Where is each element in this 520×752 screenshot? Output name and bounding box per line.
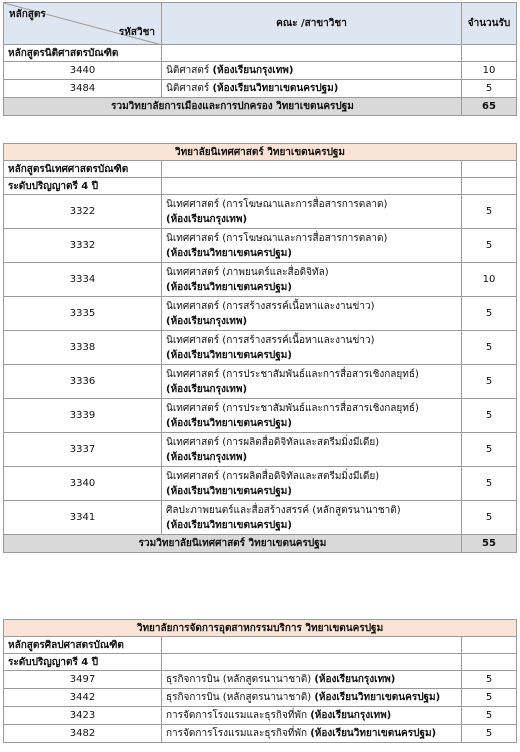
seat-count: 5: [462, 501, 517, 535]
table-row: [4, 331, 517, 365]
seat-count: 10: [462, 263, 517, 297]
total-count: 55: [462, 535, 517, 553]
major-cell: [162, 62, 462, 80]
table-row: [4, 689, 517, 707]
major-name: การจัดการโรงแรมและธุรกิจที่พัก: [166, 710, 308, 721]
course-code: 3334: [4, 263, 162, 297]
course-code: 3440: [4, 62, 162, 80]
header-course-label: หลักสูตร: [9, 9, 46, 20]
seat-count: 10: [462, 62, 517, 80]
major-name: นิติศาสตร์: [166, 83, 210, 94]
major-name: นิเทศศาสตร์ (การโฆษณาและการสื่อสารการตลาด): [166, 198, 388, 210]
seat-count: 5: [462, 725, 517, 743]
course-code: 3423: [4, 707, 162, 725]
course-code: 3339: [4, 399, 162, 433]
table-row: [4, 263, 517, 297]
campus-name: (ห้องเรียนกรุงเทพ): [212, 65, 294, 76]
program-row: [4, 637, 517, 654]
total-row: [4, 535, 517, 553]
header-row: [4, 3, 517, 45]
major-cell: [162, 195, 462, 229]
level-row: [4, 654, 517, 671]
program-name: หลักสูตรศิลปศาสตรบัณฑิต: [4, 637, 162, 654]
total-label: รวมวิทยาลัยการเมืองและการปกครอง วิทยาเขตนครปฐม: [4, 98, 462, 116]
campus-name: (ห้องเรียนวิทยาเขตนครปฐม): [166, 281, 292, 293]
faculty-title-row: [4, 620, 517, 637]
major-cell: [162, 433, 462, 467]
campus-name: (ห้องเรียนกรุงเทพ): [166, 451, 248, 463]
program-name: หลักสูตรนิติศาสตรบัณฑิต: [4, 45, 162, 62]
table-row: [4, 229, 517, 263]
admission-table-politics: [3, 2, 517, 116]
major-name: นิเทศศาสตร์ (ภาพยนตร์และสื่อดิจิทัล): [166, 266, 329, 278]
major-cell: [162, 399, 462, 433]
table-row: [4, 399, 517, 433]
major-cell: [162, 725, 462, 743]
major-name: ศิลปะภาพยนตร์และสื่อสร้างสรรค์ (หลักสูตรนานาชาติ): [166, 504, 401, 516]
course-code: 3338: [4, 331, 162, 365]
header-course-code-cell: [4, 3, 162, 45]
seat-count: 5: [462, 195, 517, 229]
major-name: ธุรกิจการบิน (หลักสูตรนานาชาติ): [166, 692, 312, 703]
major-cell: [162, 331, 462, 365]
table-row: [4, 297, 517, 331]
program-name: หลักสูตรนิเทศศาสตรบัณฑิต: [4, 161, 162, 178]
major-name: นิเทศศาสตร์ (การโฆษณาและการสื่อสารการตลาด): [166, 232, 388, 244]
total-count: 65: [462, 98, 517, 116]
table-row: [4, 501, 517, 535]
campus-name: (ห้องเรียนวิทยาเขตนครปฐม): [166, 519, 292, 531]
program-level: ระดับปริญญาตรี 4 ปี: [4, 178, 162, 195]
level-row: [4, 178, 517, 195]
seat-count: 5: [462, 433, 517, 467]
faculty-title: วิทยาลัยนิเทศศาสตร์ วิทยาเขตนครปฐม: [4, 144, 517, 161]
major-cell: [162, 263, 462, 297]
major-name: นิเทศศาสตร์ (การประชาสัมพันธ์และการสื่อสารเชิงกลยุทธ์): [166, 402, 419, 414]
admission-table-hospitality: [3, 619, 517, 743]
program-row: [4, 45, 517, 62]
table-row: [4, 671, 517, 689]
major-name: การจัดการโรงแรมและธุรกิจที่พัก: [166, 728, 308, 739]
course-code: 3322: [4, 195, 162, 229]
major-cell: [162, 365, 462, 399]
admission-table-communication-arts: [3, 143, 517, 553]
major-cell: [162, 467, 462, 501]
course-code: 3335: [4, 297, 162, 331]
header-count-label: จำนวนรับ: [462, 3, 517, 45]
table-row: [4, 80, 517, 98]
table-row: [4, 62, 517, 80]
campus-name: (ห้องเรียนวิทยาเขตนครปฐม): [166, 485, 292, 497]
course-code: 3332: [4, 229, 162, 263]
campus-name: (ห้องเรียนกรุงเทพ): [310, 710, 392, 721]
seat-count: 5: [462, 365, 517, 399]
campus-name: (ห้องเรียนกรุงเทพ): [166, 213, 248, 225]
seat-count: 5: [462, 229, 517, 263]
course-code: 3497: [4, 671, 162, 689]
course-code: 3442: [4, 689, 162, 707]
campus-name: (ห้องเรียนกรุงเทพ): [166, 315, 248, 327]
major-cell: [162, 707, 462, 725]
campus-name: (ห้องเรียนกรุงเทพ): [314, 674, 396, 685]
header-faculty-label: คณะ /สาขาวิชา: [162, 3, 462, 45]
seat-count: 5: [462, 707, 517, 725]
major-name: นิเทศศาสตร์ (การประชาสัมพันธ์และการสื่อสารเชิงกลยุทธ์): [166, 368, 419, 380]
major-cell: [162, 80, 462, 98]
campus-name: (ห้องเรียนกรุงเทพ): [166, 383, 248, 395]
seat-count: 5: [462, 331, 517, 365]
total-label: รวมวิทยาลัยนิเทศศาสตร์ วิทยาเขตนครปฐม: [4, 535, 462, 553]
course-code: 3484: [4, 80, 162, 98]
major-cell: [162, 229, 462, 263]
course-code: 3482: [4, 725, 162, 743]
major-name: นิเทศศาสตร์ (การผลิตสื่อดิจิทัลและสตรีมมิ่งมีเดีย): [166, 436, 380, 448]
seat-count: 5: [462, 689, 517, 707]
major-name: นิเทศศาสตร์ (การสร้างสรรค์เนื้อหาและงานข่าว): [166, 300, 375, 312]
campus-name: (ห้องเรียนวิทยาเขตนครปฐม): [314, 692, 441, 703]
course-code: 3336: [4, 365, 162, 399]
major-name: นิเทศศาสตร์ (การผลิตสื่อดิจิทัลและสตรีมมิ่งมีเดีย): [166, 470, 380, 482]
campus-name: (ห้องเรียนวิทยาเขตนครปฐม): [166, 247, 292, 259]
seat-count: 5: [462, 467, 517, 501]
total-row: [4, 98, 517, 116]
seat-count: 5: [462, 297, 517, 331]
seat-count: 5: [462, 80, 517, 98]
major-cell: [162, 689, 462, 707]
major-cell: [162, 671, 462, 689]
table-row: [4, 707, 517, 725]
campus-name: (ห้องเรียนวิทยาเขตนครปฐม): [310, 728, 437, 739]
course-code: 3340: [4, 467, 162, 501]
faculty-title-row: [4, 144, 517, 161]
table-row: [4, 365, 517, 399]
table-row: [4, 467, 517, 501]
major-cell: [162, 297, 462, 331]
campus-name: (ห้องเรียนวิทยาเขตนครปฐม): [212, 83, 339, 94]
course-code: 3337: [4, 433, 162, 467]
campus-name: (ห้องเรียนวิทยาเขตนครปฐม): [166, 417, 292, 429]
seat-count: 5: [462, 399, 517, 433]
course-code: 3341: [4, 501, 162, 535]
seat-count: 5: [462, 671, 517, 689]
major-name: นิเทศศาสตร์ (การสร้างสรรค์เนื้อหาและงานข่าว): [166, 334, 375, 346]
major-name: ธุรกิจการบิน (หลักสูตรนานาชาติ): [166, 674, 312, 685]
program-row: [4, 161, 517, 178]
campus-name: (ห้องเรียนวิทยาเขตนครปฐม): [166, 349, 292, 361]
program-level: ระดับปริญญาตรี 4 ปี: [4, 654, 162, 671]
table-row: [4, 433, 517, 467]
major-cell: [162, 501, 462, 535]
table-row: [4, 195, 517, 229]
faculty-title: วิทยาลัยการจัดการอุตสาหกรรมบริการ วิทยาเขตนครปฐม: [4, 620, 517, 637]
major-name: นิติศาสตร์: [166, 65, 210, 76]
table-row: [4, 725, 517, 743]
header-code-label: รหัสวิชา: [118, 27, 155, 38]
